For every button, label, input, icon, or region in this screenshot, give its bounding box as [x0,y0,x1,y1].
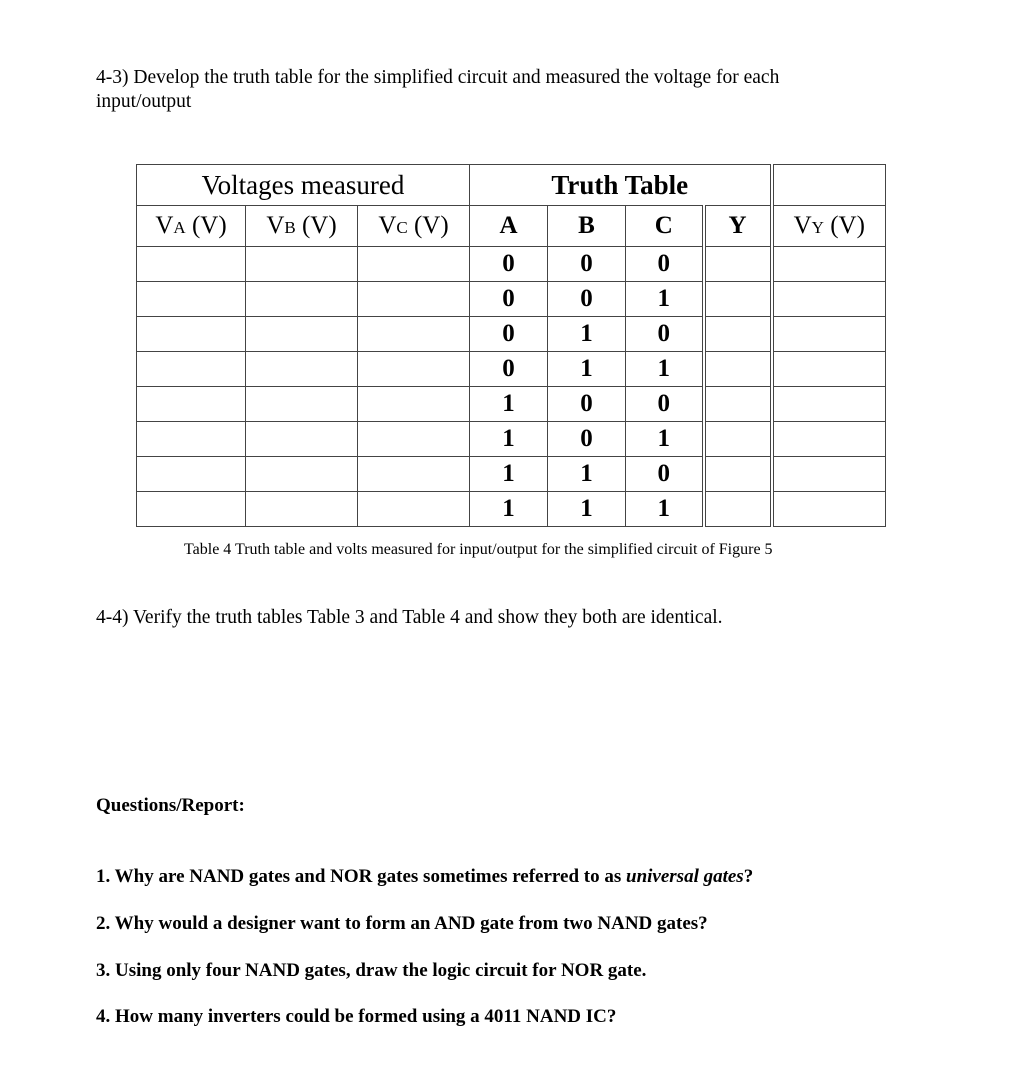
cell-c: 0 [626,247,704,282]
header-a: A [470,206,548,247]
cell-a: 1 [470,422,548,457]
section-4-4-verify: 4-4) Verify the truth tables Table 3 and Table 4 and show they both are identical. [96,607,723,628]
header-b: B [548,206,626,247]
table-row [137,317,886,352]
table-row [137,457,886,492]
cell-b: 0 [548,422,626,457]
table-caption: Table 4 Truth table and volts measured for input/output for the simplified circuit of Figure 5 [184,541,773,558]
cell-vb [246,457,358,492]
cell-va [137,282,246,317]
cell-va [137,457,246,492]
group-header-truth-table: Truth Table [470,165,772,206]
cell-va [137,492,246,527]
cell-a: 0 [470,282,548,317]
cell-vc [358,317,470,352]
cell-a: 1 [470,492,548,527]
truth-table [136,164,886,527]
cell-b: 1 [548,317,626,352]
cell-va [137,422,246,457]
cell-vy [772,282,886,317]
header-va: VA (V) [137,206,246,247]
cell-va [137,352,246,387]
cell-vb [246,422,358,457]
cell-c: 1 [626,492,704,527]
table-row [137,282,886,317]
cell-vy [772,352,886,387]
cell-y [704,282,772,317]
questions-heading: Questions/Report: [96,795,245,816]
header-vc: VC (V) [358,206,470,247]
cell-b: 1 [548,492,626,527]
cell-va [137,247,246,282]
cell-c: 0 [626,457,704,492]
cell-y [704,457,772,492]
cell-b: 0 [548,247,626,282]
cell-vy [772,422,886,457]
cell-vc [358,247,470,282]
cell-va [137,387,246,422]
question-4: 4. How many inverters could be formed using a 4011 NAND IC? [96,1006,617,1027]
cell-b: 1 [548,352,626,387]
cell-vb [246,387,358,422]
section-4-3-intro: 4-3) Develop the truth table for the simplified circuit and measured the voltage for each input/output [96,67,780,112]
question-3: 3. Using only four NAND gates, draw the logic circuit for NOR gate. [96,960,647,981]
truth-table-container [136,164,886,527]
cell-a: 0 [470,352,548,387]
header-vb: VB (V) [246,206,358,247]
question-2: 2. Why would a designer want to form an AND gate from two NAND gates? [96,913,708,934]
cell-y [704,352,772,387]
header-c: C [626,206,704,247]
cell-vy [772,492,886,527]
table-row [137,247,886,282]
cell-c: 0 [626,317,704,352]
cell-vc [358,387,470,422]
cell-a: 0 [470,247,548,282]
question-1-emphasis: universal gates [626,866,744,887]
cell-va [137,317,246,352]
group-header-empty [772,165,886,206]
cell-a: 1 [470,387,548,422]
header-vy: VY (V) [772,206,886,247]
cell-vc [358,422,470,457]
cell-vc [358,492,470,527]
cell-y [704,317,772,352]
group-header-voltages: Voltages measured [137,165,470,206]
question-1: 1. Why are NAND gates and NOR gates sometimes referred to as universal gates? [96,866,754,887]
cell-c: 0 [626,387,704,422]
cell-vy [772,247,886,282]
header-y: Y [704,206,772,247]
cell-vy [772,317,886,352]
cell-b: 0 [548,282,626,317]
cell-y [704,492,772,527]
cell-c: 1 [626,352,704,387]
cell-y [704,247,772,282]
cell-b: 1 [548,457,626,492]
cell-vb [246,352,358,387]
cell-a: 1 [470,457,548,492]
cell-c: 1 [626,422,704,457]
cell-vb [246,247,358,282]
cell-b: 0 [548,387,626,422]
table-row [137,387,886,422]
table-row [137,492,886,527]
cell-vc [358,282,470,317]
cell-a: 0 [470,317,548,352]
table-row [137,352,886,387]
cell-vy [772,387,886,422]
cell-c: 1 [626,282,704,317]
cell-vb [246,492,358,527]
cell-y [704,422,772,457]
table-row [137,422,886,457]
cell-y [704,387,772,422]
cell-vb [246,317,358,352]
cell-vy [772,457,886,492]
cell-vc [358,457,470,492]
cell-vc [358,352,470,387]
cell-vb [246,282,358,317]
